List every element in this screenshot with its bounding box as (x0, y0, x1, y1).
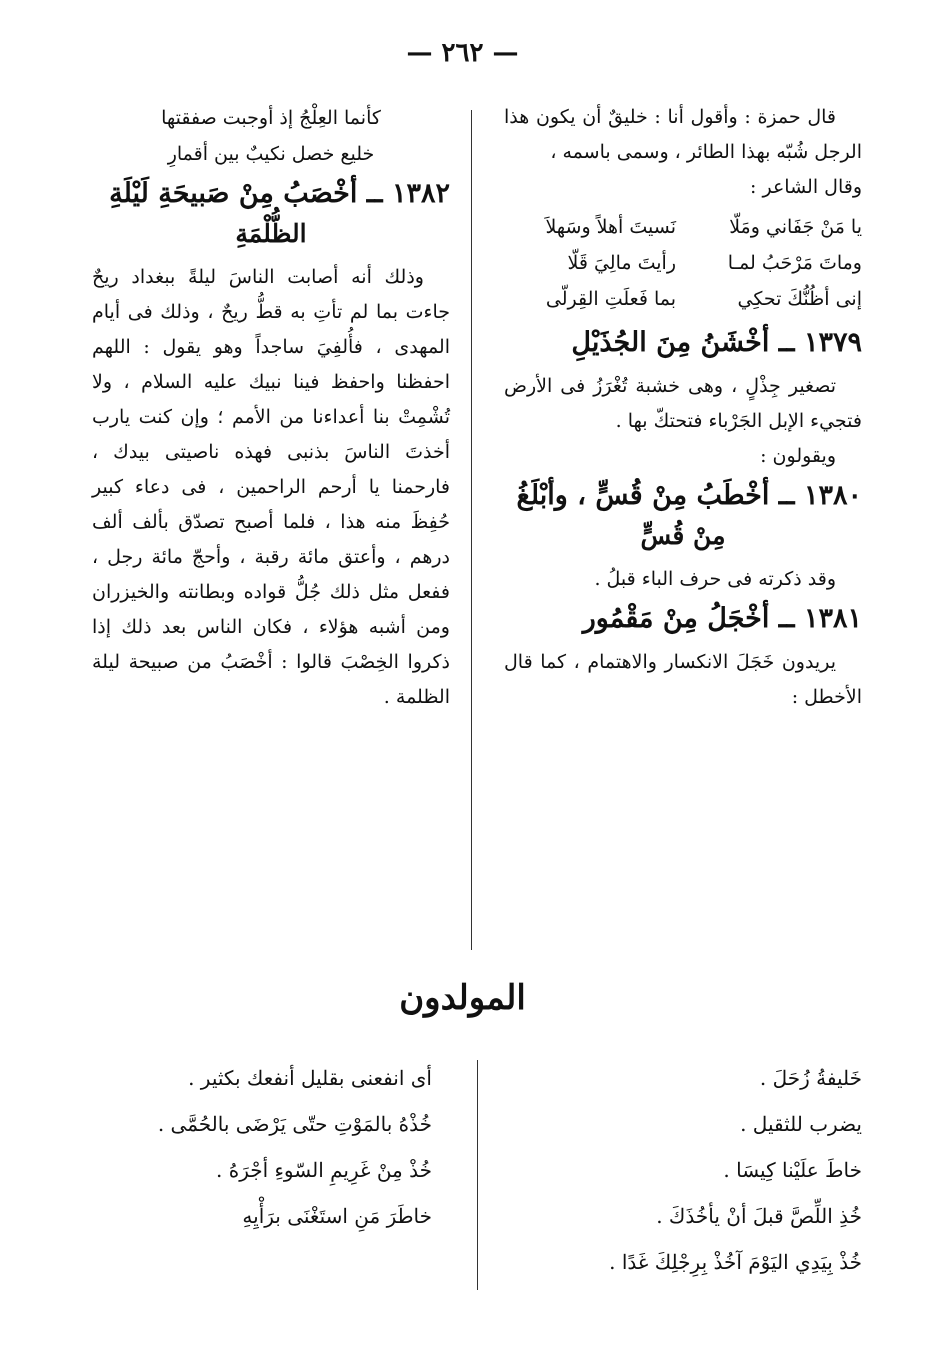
verse-line-2: خليع خصل نكيبٌ بين أقمارِ (167, 143, 375, 165)
poet-intro: وقال الشاعر : (750, 176, 862, 198)
entry-1382-text: وذلك أنه أصابت الناسَ ليلةً ببغداد ريحٌ جاءت بما لم تأتِ به قطُّ ريحٌ ، وذلك فى أيام المهدى ، فأُلفِيَ ساجداً وهو يقول : اللهم احفظنا واحفظ فينا نبيك عليه السلام ، ولا تُشْمِتْ بنا أعداءنا من الأمم ؛ وإن كنت يارب أخذتَ الناسَ بذنبى فهذه ناصيتى بيدك ، فارحمنا يا أرحم الراحمين ، فى دعاء كبير حُفِظَ منه هذا ، فلما أصبح تصدّق بألف ألف درهم ، وأعتق مائة رقبة ، وأحجّ مائة رجل ، ففعل مثل ذلك جُلُّ قواده وبطانته والخيزران ومن أشبه هؤلاء ، فكان الناس بعد ذلك إذا ذكروا الخِصْبَ قالوا : أخْصَبُ من صبيحة ليلة الظلمة . (92, 266, 450, 708)
entry-1380-heading-cont: مِنْ قُسٍّ (640, 521, 726, 550)
entry-1379-heading: ١٣٧٩ ــ أخْشَنُ مِنَ الجُذَيْلِ (571, 327, 862, 358)
bottom-column-divider (477, 1060, 478, 1290)
column-divider (471, 110, 472, 950)
top-columns (92, 100, 862, 960)
entry-1380-text: وقد ذكرته فى حرف الباء قبلُ . (594, 568, 836, 590)
list-item: خَليفةُ زُحَلَ . (759, 1066, 862, 1090)
list-item: خاطَرَ مَنِ استَغْنَى برَأْيِهِ (242, 1204, 432, 1228)
list-item: خُذْهُ بالمَوْتِ حتّى يَرْضَى بالحُمَّى . (157, 1112, 432, 1136)
bottom-right-column (522, 1055, 862, 1285)
verse-table (504, 209, 862, 317)
verse-3-second: بما فَعلَتِ القِرلّى (545, 288, 676, 310)
intro-paragraph: قال حمزة : وأقول أنا : خليقٌ أن يكون هذا الرجل شُبّه بهذا الطائر ، وسمى باسمه ، (504, 106, 862, 163)
list-item: خُذِ اللِّصَّ قبلَ أنْ يأخُذَكَ . (656, 1204, 862, 1228)
entry-1379-after: ويقولون : (760, 445, 836, 467)
verse-2-second: رأيتَ مالِيَ قَلّا (567, 252, 676, 274)
entry-1382-heading (92, 174, 450, 254)
list-item: يضرب للثقيل . (740, 1112, 862, 1136)
list-item: خُذْ مِنْ غَرِيمِ السّوءِ أجْرَهُ . (216, 1158, 432, 1182)
entry-1381-text: يريدون خَجَلَ الانكسار والاهتمام ، كما قال الأخطل : (504, 651, 862, 708)
verse-2-first: وماتَ مَرْحَبُ لمـا (727, 252, 862, 274)
verse-1-second: نَسيتَ أهلاً وسَهلاَ (545, 216, 676, 238)
entry-1382-heading-main: ١٣٨٢ ــ أخْصَبُ مِنْ صَبيحَةِ لَيْلَةِ (109, 178, 450, 209)
bottom-columns (92, 1055, 862, 1295)
verse-3-first: إنى أظُنُّكَ تحكِي (737, 288, 862, 310)
right-column (504, 100, 862, 960)
page-number: — ٢٦٢ — (406, 38, 519, 68)
section-title: المولدون (399, 978, 526, 1018)
verse-line-1: كأنما العِلْجُ إذ أوجبت صفقتها (161, 107, 381, 129)
list-item: أى انفعنى بقليل أنفعك بكثير . (188, 1066, 432, 1090)
list-item: خُذْ بِيَدِي اليَوْمَ آخُذْ بِرِجْلِكَ غَدًا . (609, 1250, 862, 1274)
verse-1-first: يا مَنْ جَفَاني ومَلّا (729, 216, 862, 238)
entry-1381-heading: ١٣٨١ ــ أخْجَلُ مِنْ مَقْمُور (582, 603, 862, 634)
entry-1382-heading-cont: الظُّلْمَةِ (235, 219, 307, 248)
entry-1379-text: تصغير جِذْلٍ ، وهى خشبة تُغْرَزُ فى الأرض فتجيء الإبل الجَرْباء فتحتكّ بها . (504, 375, 862, 432)
list-item: خاطَ علَيْنا كِيسَا . (723, 1158, 862, 1182)
entry-1380-heading (504, 476, 862, 556)
left-column (92, 100, 450, 960)
bottom-left-column (92, 1055, 432, 1239)
entry-1380-heading-main: ١٣٨٠ ــ أخْطَبُ مِنْ قُسٍّ ، وأبْلَغُ (516, 480, 862, 511)
